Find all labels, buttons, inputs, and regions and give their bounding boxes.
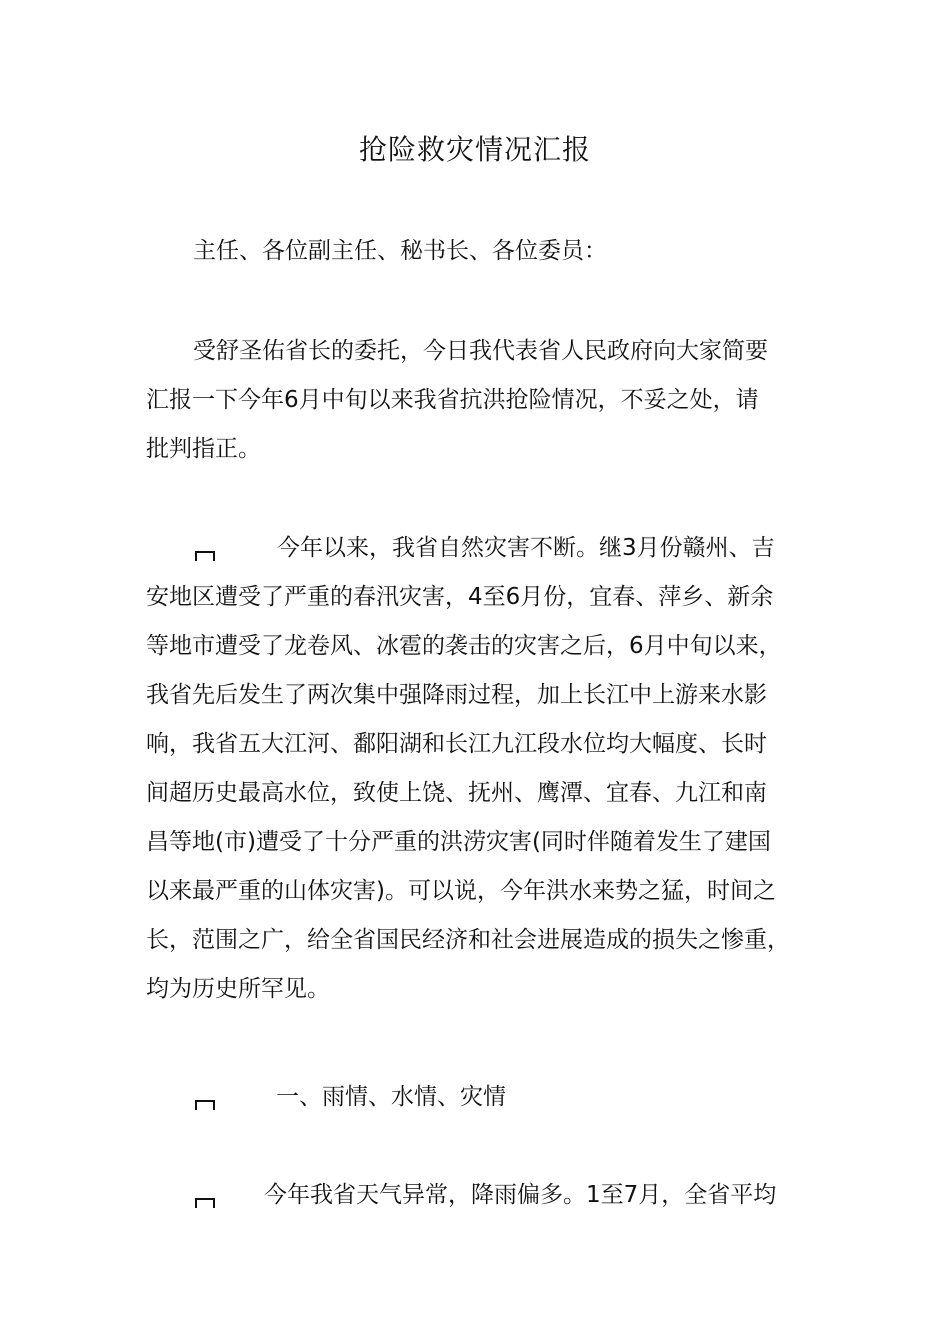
paragraph-line: 我省先后发生了两次集中强降雨过程，加上长江中上游来水影	[146, 682, 767, 708]
paragraph-line: 受舒圣佑省长的委托，今日我代表省人民政府向大家简要	[193, 338, 768, 364]
paragraph-line: 等地市遭受了龙卷风、冰雹的袭击的灾害之后，6月中旬以来，	[146, 633, 782, 659]
paragraph-rainfall: 今年我省天气异常，降雨偏多。1至7月，全省平均	[264, 1182, 777, 1208]
paragraph-overview	[146, 524, 818, 1014]
paragraph-line: 间超历史最高水位，致使上饶、抚州、鹰潭、宜春、九江和南	[146, 780, 767, 806]
paragraph-line: 安地区遭受了严重的春汛灾害，4至6月份，宜春、萍乡、新余	[146, 584, 774, 610]
paragraph-line: 批判指正。	[146, 436, 261, 462]
paragraph-line: 响，我省五大江河、鄱阳湖和长江九江段水位均大幅度、长时	[146, 731, 767, 757]
paragraph-line: 均为历史所罕见。	[146, 976, 330, 1002]
paragraph-line: 汇报一下今年6月中旬以来我省抗洪抢险情况，不妥之处，请	[146, 387, 759, 413]
list-marker-icon	[195, 1100, 215, 1110]
list-marker-icon	[195, 1198, 215, 1208]
salutation: 主任、各位副主任、秘书长、各位委员：	[193, 238, 607, 264]
section-heading: 一、雨情、水情、灾情	[276, 1084, 506, 1110]
paragraph-intro	[146, 327, 818, 474]
paragraph-line: 昌等地(市)遭受了十分严重的洪涝灾害(同时伴随着发生了建国	[146, 829, 771, 855]
paragraph-line: 今年以来，我省自然灾害不断。继3月份赣州、吉	[277, 535, 775, 561]
document-title: 抢险救灾情况汇报	[358, 133, 591, 166]
paragraph-line: 长，范围之广，给全省国民经济和社会进展造成的损失之惨重，	[146, 927, 790, 953]
paragraph-line: 以来最严重的山体灾害)。可以说，今年洪水来势之猛，时间之	[146, 878, 776, 904]
